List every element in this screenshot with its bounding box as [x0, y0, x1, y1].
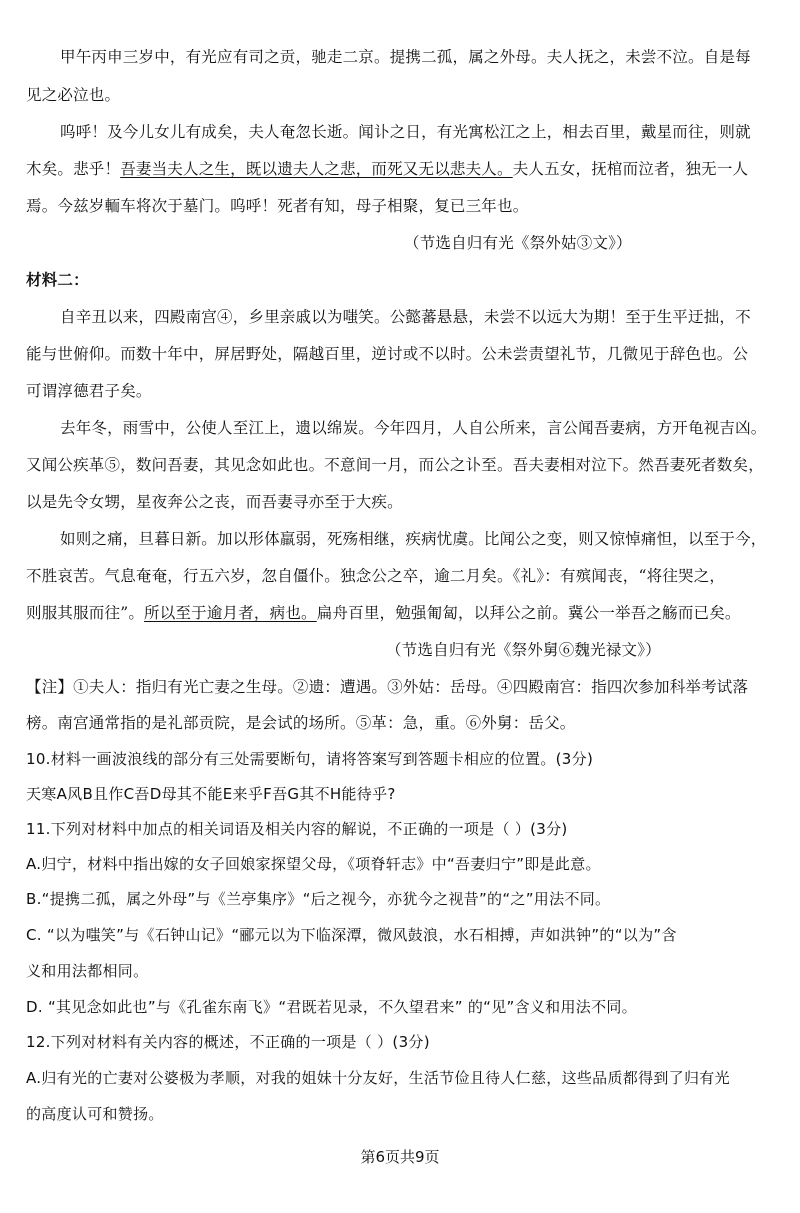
m2-p3-line2: 不胜哀苦。气息奄奄，行五六岁，忽自僵仆。独念公之卒，逾二月矣。《礼》：有殡闻丧，“将往哭之， [26, 567, 726, 585]
q12-option-a-line2: 的高度认可和赞扬。 [26, 1105, 164, 1123]
q12-option-a-line1: A.归有光的亡妻对公婆极为孝顺，对我的姐妹十分友好，生活节俭且待人仁慈，这些品质都得到了归有光 [26, 1069, 730, 1087]
m2-p3-line1: 如则之痛，旦暮日新。加以形体羸弱，死殇相继，疾病忧虞。比闻公之变，则又惊悼痛怛，以至于今， [60, 530, 767, 548]
m2-label: 材料二： [26, 270, 89, 289]
m1-p2-line2-pre: 木矣。悲乎！ [26, 160, 121, 178]
m2-p1-line1: 自辛丑以来，四殿南宫④，乡里亲戚以为嗤笑。公懿蕃悬悬，未尝不以远大为期！至于生平迂拙，不 [60, 308, 751, 326]
m2-p2-line3: 以是先令女甥，星夜奔公之丧，而吾妻寻亦至于大疾。 [26, 493, 403, 511]
m1-p2-line2-post: 夫人五女，抚棺而泣者，独无一人 [512, 160, 749, 178]
m2-p1-line3: 可谓淳德君子矣。 [26, 382, 152, 400]
q11-option-a: A.归宁，材料中指出嫁的女子回娘家探望父母，《项脊轩志》中“吾妻归宁”即是此意。 [26, 855, 601, 873]
q10-stem: 10.材料一画波浪线的部分有三处需要断句，请将答案写到答题卡相应的位置。(3分) [26, 750, 594, 768]
m1-p2-line1: 呜呼！及今儿女儿有成矣，夫人奄忽长逝。闻讣之日，有光寓松江之上，相去百里，戴星而往，则就 [60, 123, 751, 141]
q11-stem: 11.下列对材料中加点的相关词语及相关内容的解说，不正确的一项是（ ）(3分) [26, 820, 568, 838]
m2-p2-line2: 又闻公疾革⑤，数问吾妻，其见念如此也。不意间一月，而公之讣至。吾夫妻相对泣下。然吾妻死者数矣， [26, 456, 764, 474]
q11-option-c-line2: 义和用法都相同。 [26, 962, 149, 980]
m2-p3-line3-post: 扁舟百里，勉强匍匐，以拜公之前。冀公一举吾之觞而已矣。 [316, 604, 741, 622]
q11-option-d: D. “其见念如此也”与《孔雀东南飞》“君既若见录，不久望君来” 的“见”含义和用法不同。 [26, 998, 637, 1016]
q10-text: 天寒A风B且作C吾D母其不能E来乎F吾G其不H能待乎? [26, 785, 396, 803]
m1-underlined-sentence: 吾妻当夫人之生，既以遗夫人之悲，而死又无以悲夫人。 [120, 160, 513, 178]
m2-source: （节选自归有光《祭外舅⑥魏光禄文》） [386, 641, 661, 659]
notes-line2: 榜。南宫通常指的是礼部贡院，是会试的场所。⑤革：急，重。⑥外舅：岳父。 [26, 714, 576, 732]
page-number: 第6页共9页 [360, 1148, 440, 1166]
m1-source: （节选自归有光《祭外姑③文》） [404, 234, 632, 252]
m2-p1-line2: 能与世俯仰。而数十年中，屏居野处，隔越百里，逆讨或不以时。公未尝责望礼节，几微见于辞色也。公 [26, 345, 749, 363]
m2-p2-line1: 去年冬，雨雪中，公使人至江上，遗以绵炭。今年四月，人自公所来，言公闻吾妻病，方开龟视吉凶。 [60, 419, 767, 437]
m2-p3-line3-pre: 则服其服而往”。 [26, 604, 145, 622]
notes-line1: 【注】①夫人：指归有光亡妻之生母。②遗：遭遇。③外姑：岳母。④四殿南宫：指四次参加科举考试落 [26, 678, 749, 696]
m2-underlined-sentence: 所以至于逾月者，病也。 [144, 604, 317, 622]
m1-p1-line2: 见之必泣也。 [26, 86, 121, 104]
m1-p2-line3: 焉。今兹岁輀车将次于墓门。呜呼！死者有知，母子相聚，复已三年也。 [26, 197, 529, 215]
m1-p2-line2 [26, 158, 748, 180]
m2-p3-line3 [26, 602, 741, 624]
q11-option-c-line1: C. “以为嗤笑”与《石钟山记》“郦元以为下临深潭，微风鼓浪，水石相搏，声如洪钟”的“以为”含 [26, 926, 677, 944]
m1-p1-line1: 甲午丙申三岁中，有光应有司之贡，驰走二京。提携二孤，属之外母。夫人抚之，未尝不泣。自是每 [60, 48, 751, 66]
q12-stem: 12.下列对材料有关内容的概述，不正确的一项是（ ）(3分) [26, 1033, 430, 1051]
q11-option-b: B.“提携二孤，属之外母”与《兰亭集序》“后之视今，亦犹今之视昔”的“之”用法不同。 [26, 890, 611, 908]
